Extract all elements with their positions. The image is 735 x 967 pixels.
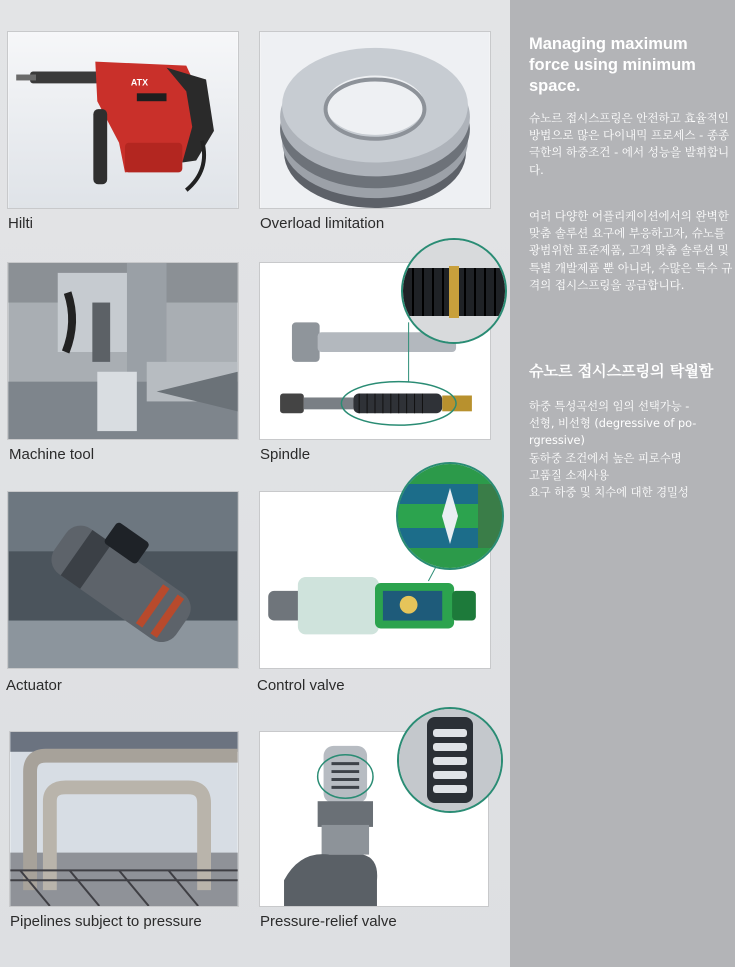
spindle-detail-photo: [403, 240, 505, 342]
intro-paragraph: 슈노르 접시스프링은 안전하고 효율적인 방법으로 많은 다이내믹 프로세스 - 종종 극한의 하중조건 - 에서 성능을 발휘합니다.: [529, 111, 730, 177]
feature-item: 고품질 소재사용: [529, 468, 609, 482]
hammer-drill-photo: [8, 32, 238, 208]
feature-item: 선형, 비선형 (degressive of po-: [529, 417, 697, 431]
overload-limitation-caption: Overload limitation: [260, 215, 385, 232]
feature-item: 하중 특성곡선의 임의 선택가능 -: [529, 400, 690, 413]
disc-springs-photo: [260, 32, 490, 208]
svg-text:ATX: ATX: [130, 77, 149, 88]
actuator-caption: Actuator: [6, 677, 62, 694]
pipelines-caption: Pipelines subject to pressure: [10, 913, 202, 930]
hilti-caption: Hilti: [8, 215, 33, 232]
pipelines-photo: [10, 732, 238, 906]
pressure-relief-valve-caption: Pressure-relief valve: [260, 913, 397, 930]
feature-list: [529, 398, 733, 501]
spindle-zoom-lens: [401, 238, 507, 344]
pressure-relief-valve-zoom-lens: [397, 707, 503, 813]
feature-item: 동하중 조건에서 높은 피로수명: [529, 451, 682, 465]
feature-item: rgressive): [529, 434, 585, 448]
pipelines-image: [9, 731, 239, 907]
feature-item: 요구 하중 및 치수에 대한 경밀성: [529, 486, 689, 500]
spindle-caption: Spindle: [260, 446, 311, 463]
solutions-paragraph: 여러 다양한 어플리케이션에서의 완벽한 맞춤 솔루션 요구에 부응하고자, 슈노를 광범위한 표준제품, 고객 맞춤 솔루션 및 특별 개발제품 뿐 아니라, 수많은 특수 규격의 접시스프링을 공급합니다.: [529, 209, 733, 292]
control-valve-zoom-lens: [396, 462, 504, 570]
overload-limitation-image: [259, 31, 491, 209]
korean-heading: 슈노르 접시스프링의 탁월함: [529, 362, 714, 380]
machine-tool-caption: Machine tool: [9, 446, 95, 463]
machine-tool-image: [7, 262, 239, 440]
machine-tool-photo: [8, 263, 238, 439]
control-valve-detail-photo: [398, 464, 502, 568]
control-valve-caption: Control valve: [257, 677, 345, 694]
hilti-image: [7, 31, 239, 209]
pressure-relief-valve-detail-photo: [399, 709, 501, 811]
actuator-photo: [8, 492, 238, 668]
actuator-image: [7, 491, 239, 669]
english-heading: Managing maximum force using minimum space.: [529, 35, 696, 95]
